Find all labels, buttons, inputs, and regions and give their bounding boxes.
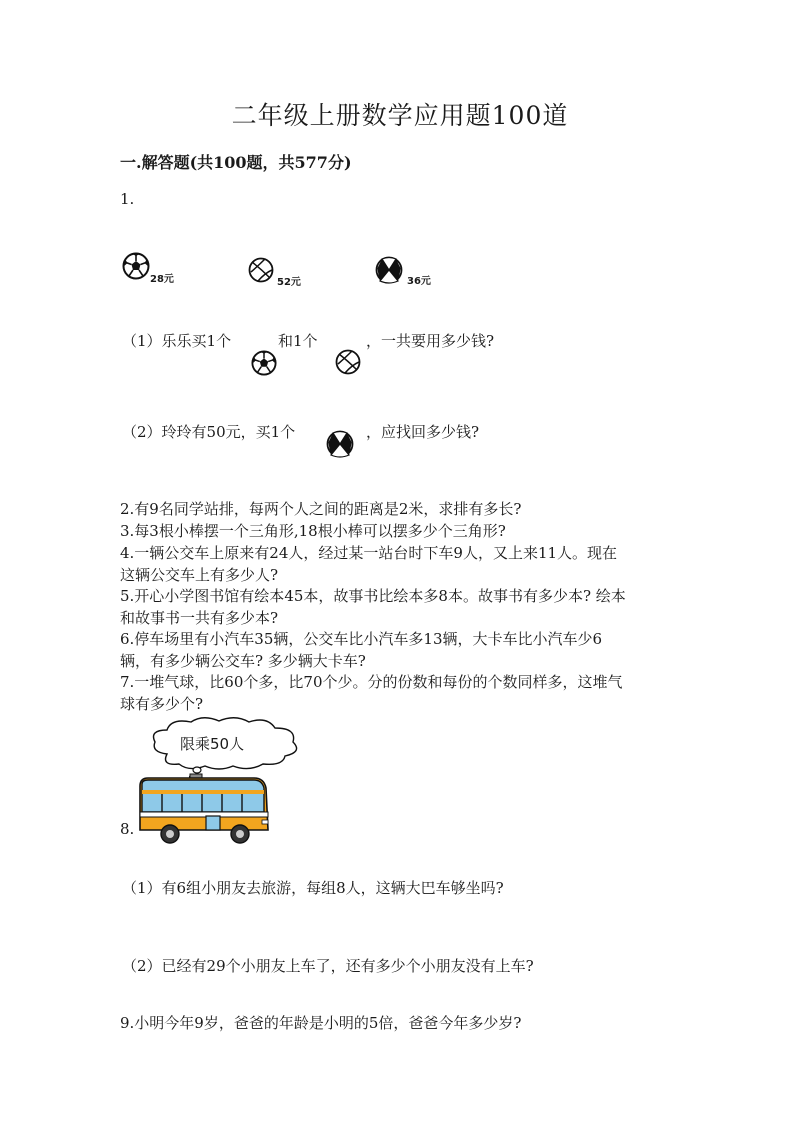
soccer-ball-icon <box>122 250 150 282</box>
question-6-line-2: 辆，有多少辆公交车? 多少辆大卡车? <box>120 652 366 670</box>
question-6-line-1: 6.停车场里有小汽车35辆，公交车比小汽车多13辆，大卡车比小汽车少6 <box>120 630 603 648</box>
q1-sub1-part1: （1）乐乐买1个 <box>122 332 232 350</box>
cloud-capacity-text: 限乘50人 <box>180 735 245 753</box>
question-4-line-1: 4.一辆公交车上原来有24人，经过某一站台时下车9人，又上来11人。现在 <box>120 544 618 562</box>
question-1-number: 1. <box>120 190 135 208</box>
q1-sub2-part1: （2）玲玲有50元，买1个 <box>122 423 296 441</box>
question-3: 3.每3根小棒摆一个三角形,18根小棒可以摆多少个三角形? <box>120 522 506 540</box>
beach-ball-price: 36元 <box>407 276 431 287</box>
soccer-ball-price: 28元 <box>150 274 174 285</box>
document-title: 二年级上册数学应用题100道 <box>231 101 569 130</box>
bus-icon <box>136 772 272 850</box>
question-5-line-1: 5.开心小学图书馆有绘本45本，故事书比绘本多8本。故事书有多少本? 绘本 <box>120 587 626 605</box>
q1-sub1-part2: 和1个 <box>278 332 318 350</box>
beach-ball-icon <box>325 427 355 461</box>
question-9: 9.小明今年9岁，爸爸的年龄是小明的5倍，爸爸今年多少岁? <box>120 1014 522 1032</box>
question-8-sub2: （2）已经有29个小朋友上车了，还有多少个小朋友没有上车? <box>122 957 534 975</box>
q1-sub1-part3: ，一共要用多少钱? <box>366 332 495 350</box>
question-8-sub1: （1）有6组小朋友去旅游，每组8人，这辆大巴车够坐吗? <box>122 879 504 897</box>
section-heading: 一.解答题(共100题，共577分) <box>120 153 352 172</box>
basketball-icon <box>334 346 362 378</box>
question-4-line-2: 这辆公交车上有多少人? <box>120 566 279 584</box>
basketball-icon <box>247 255 275 285</box>
soccer-ball-icon <box>251 348 277 378</box>
question-5-line-2: 和故事书一共有多少本? <box>120 609 279 627</box>
basketball-price: 52元 <box>277 277 301 288</box>
q1-sub2-part2: ，应找回多少钱? <box>366 423 480 441</box>
beach-ball-icon <box>374 254 404 286</box>
question-7-line-2: 球有多少个? <box>120 695 204 713</box>
question-2: 2.有9名同学站排，每两个人之间的距离是2米，求排有多长? <box>120 500 522 518</box>
question-8-number: 8. <box>120 820 135 838</box>
question-7-line-1: 7.一堆气球，比60个多，比70个少。分的份数和每份的个数同样多，这堆气 <box>120 673 623 691</box>
